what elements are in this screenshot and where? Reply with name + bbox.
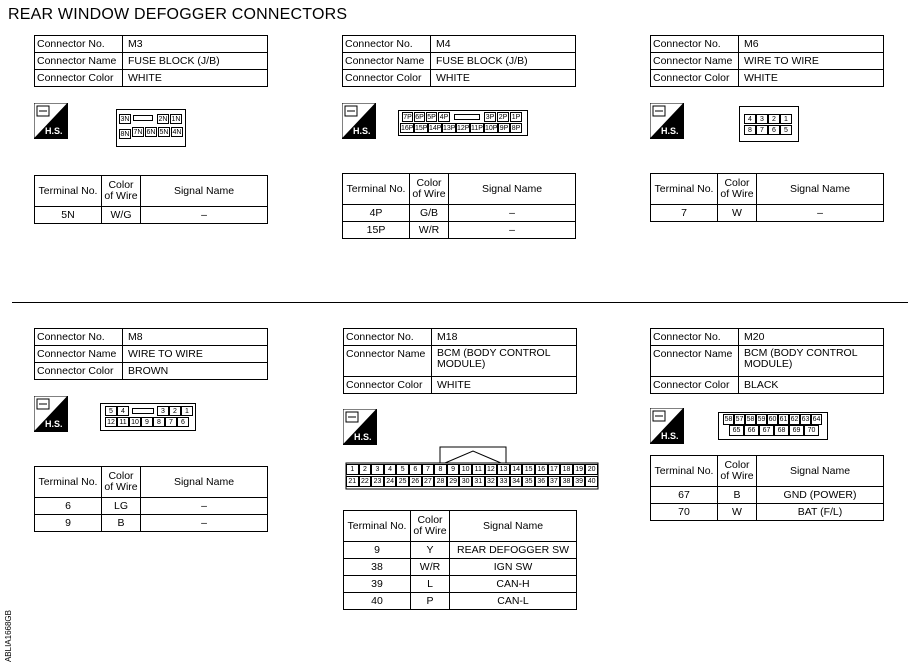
terminal-no: 70 [651, 504, 718, 521]
connector-no-value: M4 [431, 36, 576, 53]
hs-label: H.S. [45, 419, 63, 429]
hs-label: H.S. [661, 126, 679, 136]
pin-3: 3 [756, 114, 768, 124]
color-of-wire-header: Color of Wire [410, 174, 449, 205]
figure-code: ABLIA1668GB [4, 610, 13, 663]
pin-7n: 7N [133, 129, 143, 136]
pin-2: 2 [768, 114, 780, 124]
hs-label: H.S. [661, 431, 679, 441]
table-row [651, 205, 884, 222]
pin-2n: 2N [158, 116, 168, 123]
pin-3: 3 [371, 464, 384, 475]
pin-9: 9 [141, 417, 153, 427]
pin-8: 8 [744, 125, 756, 135]
signal-name: GND (POWER) [757, 487, 884, 504]
wire-color: W/R [410, 222, 449, 239]
pin-1: 1 [346, 464, 359, 475]
connector-no-label: Connector No. [651, 329, 739, 346]
hs-icon [650, 408, 684, 444]
pin-68: 68 [774, 425, 789, 436]
signal-name-header: Signal Name [757, 456, 884, 487]
pin-3: 3 [157, 406, 169, 416]
table-row [651, 504, 884, 521]
pin-17: 17 [548, 464, 561, 475]
connector-no-label: Connector No. [343, 36, 431, 53]
table-row [344, 559, 577, 576]
terminal-no: 5N [35, 207, 102, 224]
color-of-wire-header: Color of Wire [102, 467, 141, 498]
pin-2: 2 [359, 464, 372, 475]
connector-name-label: Connector Name [35, 53, 123, 70]
connector-color-label: Connector Color [344, 377, 432, 394]
pin-38: 38 [560, 476, 573, 487]
connector-color-value: BLACK [739, 377, 884, 394]
terminal-no-header: Terminal No. [343, 174, 410, 205]
connector-info-m6 [650, 35, 884, 87]
connector-name-value: BCM (BODY CONTROL MODULE) [739, 346, 884, 377]
table-row [344, 576, 577, 593]
signal-name: CAN-L [450, 593, 577, 610]
hs-icon [342, 103, 376, 139]
connector-color-label: Connector Color [343, 70, 431, 87]
pin-8p: 8P [511, 125, 521, 132]
signal-name: – [449, 222, 576, 239]
pin-70: 70 [804, 425, 819, 436]
connector-name-label: Connector Name [651, 346, 739, 377]
pin-4: 4 [384, 464, 397, 475]
pin-6: 6 [177, 417, 189, 427]
connector-name-label: Connector Name [344, 346, 432, 377]
wire-color: G/B [410, 205, 449, 222]
pin-7: 7 [165, 417, 177, 427]
connector-name-value: FUSE BLOCK (J/B) [431, 53, 576, 70]
pin-40: 40 [585, 476, 598, 487]
pin-4: 4 [117, 406, 129, 416]
pin-23: 23 [371, 476, 384, 487]
pin-6p: 6P [415, 114, 424, 121]
connector-color-value: WHITE [432, 377, 577, 394]
pin-19: 19 [573, 464, 586, 475]
pin-27: 27 [422, 476, 435, 487]
wire-color: Y [411, 542, 450, 559]
pin-59: 59 [757, 416, 766, 423]
pin-32: 32 [485, 476, 498, 487]
terminal-table-m18 [343, 510, 577, 610]
pin-4: 4 [744, 114, 756, 124]
terminal-table-m4 [342, 173, 576, 239]
signal-name-header: Signal Name [450, 511, 577, 542]
connector-info-m3 [34, 35, 268, 87]
table-row [343, 222, 576, 239]
color-of-wire-header: Color of Wire [102, 176, 141, 207]
pin-2p: 2P [498, 114, 508, 121]
table-row [344, 593, 577, 610]
signal-name: CAN-H [450, 576, 577, 593]
terminal-no: 15P [343, 222, 410, 239]
terminal-no-header: Terminal No. [35, 467, 102, 498]
connector-color-value: WHITE [739, 70, 884, 87]
pin-13p: 13P [443, 125, 456, 132]
connector-info-m20 [650, 328, 884, 394]
table-row [35, 515, 268, 532]
pin-5: 5 [105, 406, 117, 416]
pin-16: 16 [535, 464, 548, 475]
pin-1: 1 [780, 114, 792, 124]
wire-color: B [102, 515, 141, 532]
pin-3p: 3P [485, 114, 495, 121]
pin-blank [133, 115, 153, 121]
connector-name-value: WIRE TO WIRE [739, 53, 884, 70]
pin-18: 18 [560, 464, 573, 475]
wire-color: P [411, 593, 450, 610]
section-divider [12, 302, 908, 303]
terminal-no: 39 [344, 576, 411, 593]
wire-color: LG [102, 498, 141, 515]
hs-label: H.S. [354, 432, 372, 442]
pin-7: 7 [756, 125, 768, 135]
pin-60: 60 [768, 416, 777, 423]
connector-name-label: Connector Name [343, 53, 431, 70]
signal-name: – [449, 205, 576, 222]
hs-icon [650, 103, 684, 139]
pin-58: 58 [724, 416, 733, 423]
connector-info-m8 [34, 328, 268, 380]
pin-6: 6 [768, 125, 780, 135]
connector-face-m4 [398, 110, 528, 136]
connector-color-value: BROWN [123, 363, 268, 380]
pin-8: 8 [153, 417, 165, 427]
connector-info-m4 [342, 35, 576, 87]
pin-9p: 9P [499, 125, 509, 132]
pin-69: 69 [789, 425, 804, 436]
connector-color-value: WHITE [123, 70, 268, 87]
signal-name: IGN SW [450, 559, 577, 576]
pin-65: 65 [729, 425, 744, 436]
pin-12p: 12P [457, 125, 470, 132]
pin-12: 12 [105, 417, 117, 427]
connector-color-value: WHITE [431, 70, 576, 87]
pin-66: 66 [744, 425, 759, 436]
connector-name-label: Connector Name [651, 53, 739, 70]
pin-11: 11 [117, 417, 129, 427]
connector-color-label: Connector Color [35, 70, 123, 87]
table-row [651, 487, 884, 504]
terminal-no-header: Terminal No. [651, 174, 718, 205]
hs-icon [34, 103, 68, 139]
pin-24: 24 [384, 476, 397, 487]
terminal-no: 38 [344, 559, 411, 576]
m18-pin-grid [346, 464, 598, 488]
wire-color: W [718, 205, 757, 222]
connector-no-value: M20 [739, 329, 884, 346]
pin-36: 36 [535, 476, 548, 487]
connector-no-value: M3 [123, 36, 268, 53]
table-row [344, 542, 577, 559]
pin-29: 29 [447, 476, 460, 487]
pin-blank [454, 114, 480, 120]
hs-icon [343, 409, 377, 445]
pin-37: 37 [548, 476, 561, 487]
pin-3n: 3N [120, 116, 130, 123]
pin-2: 2 [169, 406, 181, 416]
connector-color-label: Connector Color [35, 363, 123, 380]
pin-22: 22 [359, 476, 372, 487]
wire-color: L [411, 576, 450, 593]
pin-11p: 11P [471, 125, 483, 132]
pin-25: 25 [396, 476, 409, 487]
signal-name: REAR DEFOGGER SW [450, 542, 577, 559]
signal-name-header: Signal Name [449, 174, 576, 205]
wire-color: W [718, 504, 757, 521]
color-of-wire-header: Color of Wire [718, 456, 757, 487]
signal-name-header: Signal Name [141, 176, 268, 207]
pin-7: 7 [422, 464, 435, 475]
signal-name: – [757, 205, 884, 222]
connector-name-value: FUSE BLOCK (J/B) [123, 53, 268, 70]
pin-4p: 4P [439, 114, 449, 121]
terminal-no: 6 [35, 498, 102, 515]
pin-34: 34 [510, 476, 523, 487]
terminal-no-header: Terminal No. [651, 456, 718, 487]
terminal-table-m6 [650, 173, 884, 222]
wire-color: W/R [411, 559, 450, 576]
hs-icon [34, 396, 68, 432]
pin-10: 10 [459, 464, 472, 475]
pin-21: 21 [346, 476, 359, 487]
pin-67: 67 [759, 425, 774, 436]
table-row [343, 205, 576, 222]
pin-26: 26 [409, 476, 422, 487]
terminal-table-m8 [34, 466, 268, 532]
color-of-wire-header: Color of Wire [411, 511, 450, 542]
connector-face-m3 [116, 109, 186, 147]
terminal-table-m20 [650, 455, 884, 521]
connector-no-label: Connector No. [344, 329, 432, 346]
terminal-no: 7 [651, 205, 718, 222]
pin-20: 20 [585, 464, 598, 475]
connector-no-label: Connector No. [651, 36, 739, 53]
connector-face-m8 [100, 403, 196, 431]
pin-12: 12 [485, 464, 498, 475]
signal-name: – [141, 498, 268, 515]
pin-8: 8 [434, 464, 447, 475]
wire-color: W/G [102, 207, 141, 224]
pin-14: 14 [510, 464, 523, 475]
pin-8n: 8N [120, 131, 130, 138]
pin-5p: 5P [427, 114, 436, 121]
pin-1p: 1P [511, 114, 521, 121]
signal-name: – [141, 515, 268, 532]
connector-name-value: BCM (BODY CONTROL MODULE) [432, 346, 577, 377]
pin-33: 33 [497, 476, 510, 487]
pin-7p: 7P [403, 114, 412, 121]
pin-61: 61 [779, 416, 788, 423]
pin-58: 58 [746, 416, 755, 423]
terminal-no: 4P [343, 205, 410, 222]
pin-10p: 10P [485, 125, 498, 132]
pin-blank [132, 408, 154, 414]
pin-10: 10 [129, 417, 141, 427]
connector-no-label: Connector No. [35, 329, 123, 346]
pin-28: 28 [434, 476, 447, 487]
connector-no-value: M8 [123, 329, 268, 346]
hs-label: H.S. [45, 126, 63, 136]
wire-color: B [718, 487, 757, 504]
pin-35: 35 [522, 476, 535, 487]
signal-name-header: Signal Name [757, 174, 884, 205]
connector-no-label: Connector No. [35, 36, 123, 53]
connector-face-m20 [718, 412, 828, 440]
pin-5: 5 [780, 125, 792, 135]
pin-11: 11 [472, 464, 485, 475]
signal-name: BAT (F/L) [757, 504, 884, 521]
pin-9: 9 [447, 464, 460, 475]
pin-16p: 16P [401, 125, 414, 132]
pin-57: 57 [735, 416, 744, 423]
terminal-no-header: Terminal No. [344, 511, 411, 542]
pin-63: 63 [801, 416, 810, 423]
pin-39: 39 [573, 476, 586, 487]
connector-no-value: M18 [432, 329, 577, 346]
pin-15p: 15P [415, 125, 428, 132]
pin-64: 64 [812, 416, 821, 423]
pin-4n: 4N [172, 129, 182, 136]
terminal-no: 9 [35, 515, 102, 532]
page-title: REAR WINDOW DEFOGGER CONNECTORS [8, 6, 348, 23]
terminal-no: 40 [344, 593, 411, 610]
table-row [35, 498, 268, 515]
connector-color-label: Connector Color [651, 377, 739, 394]
signal-name: – [141, 207, 268, 224]
connector-info-m18 [343, 328, 577, 394]
pin-31: 31 [472, 476, 485, 487]
pin-1n: 1N [171, 116, 181, 123]
pin-1: 1 [181, 406, 193, 416]
connector-no-value: M6 [739, 36, 884, 53]
hs-label: H.S. [353, 126, 371, 136]
pin-30: 30 [459, 476, 472, 487]
terminal-no-header: Terminal No. [35, 176, 102, 207]
terminal-no: 9 [344, 542, 411, 559]
table-row [35, 207, 268, 224]
connector-name-value: WIRE TO WIRE [123, 346, 268, 363]
pin-6n: 6N [146, 129, 156, 136]
pin-5n: 5N [159, 129, 169, 136]
pin-13: 13 [497, 464, 510, 475]
m20-bottom-row [729, 425, 819, 437]
pin-14p: 14P [429, 125, 442, 132]
signal-name-header: Signal Name [141, 467, 268, 498]
terminal-no: 67 [651, 487, 718, 504]
terminal-table-m3 [34, 175, 268, 224]
color-of-wire-header: Color of Wire [718, 174, 757, 205]
m20-top-row [723, 414, 823, 425]
connector-name-label: Connector Name [35, 346, 123, 363]
connector-color-label: Connector Color [651, 70, 739, 87]
pin-15: 15 [522, 464, 535, 475]
pin-62: 62 [790, 416, 799, 423]
pin-5: 5 [396, 464, 409, 475]
connector-face-m6 [739, 106, 799, 142]
pin-6: 6 [409, 464, 422, 475]
